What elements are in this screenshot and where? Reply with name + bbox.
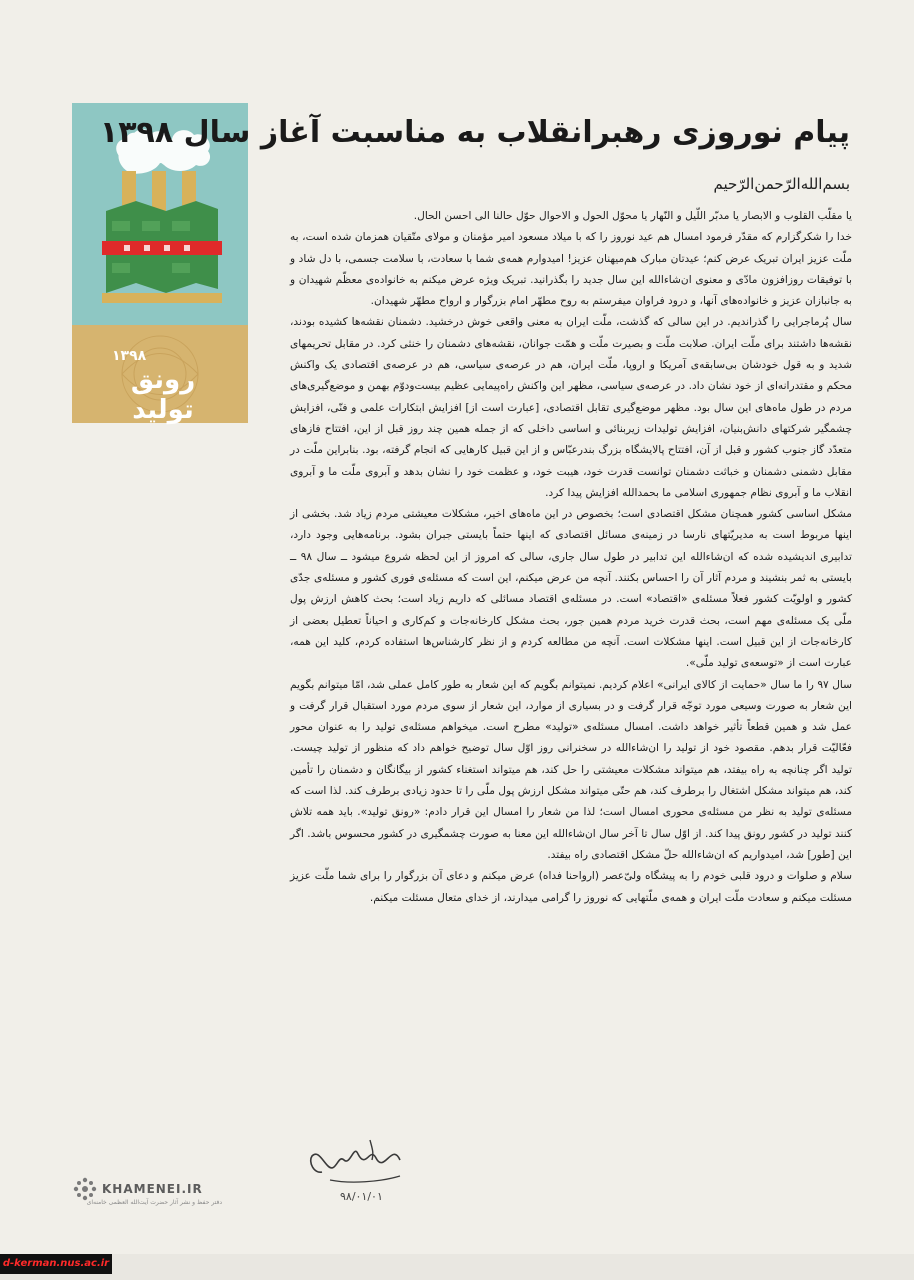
signature-date: ۹۸/۰۱/۰۱ [340,1190,383,1203]
bismillah: بسم‌الله‌الرّحمن‌الرّحیم [713,175,850,193]
signature [300,1130,410,1210]
signature-mark [300,1130,410,1190]
logo-subtitle: دفتر حفظ و نشر آثار حضرت آیت‌الله العظمی خامنه‌ای [86,1199,222,1206]
paragraph: یا مقلّب القلوب و الابصار یا مدبّر اللّیل و النّهار یا محوّل الحول و الاحوال حوّل حالنا الی احسن الحال. [413,210,852,222]
paragraph: خدا را شکرگزارم که مقدّر فرمود امسال هم عید نوروز را که با میلاد مسعود امیر مؤمنان و مولای متّقیان همزمان شده است، به ملّت عزیز ایران تبریک عرض کنم؛ عیدتان مبارک هم‌میهنان عزیز! امیدوارم همه‌ی شما با سعادت، با سلامت جسمی، با دل شاد و با توفیقات روزافزون مادّی و معنوی ان‌شاءالله این سال جدید را بگذرانید. تبریک ویژه عرض میکنم به خانواده‌ی معظّم شهیدان و به جانبازان عزیز و خانواده‌های آنها، و درود فراوان میفرستم به روح مطهّر امام بزرگوار و ارواح مطهّر شهیدان. [290,231,852,308]
paragraph: سال ۹۷ را ما سال «حمایت از کالای ایرانی» اعلام کردیم. نمیتوانم بگویم که این شعار به طور کامل عملی شد، امّا میتوانم بگویم این شعار به صورت وسیعی مورد توجّه قرار گرفت و در بسیاری از موارد، این شعار از سوی مردم مورد استقبال قرار گرفت و عمل شد و همین قطعاً تأثیر خواهد داشت. امسال مسئله‌ی «تولید» مطرح است. میخواهم مسئله‌ی تولید را به عنوان محور فعّالیّت قرار بدهم. مقصود خود از تولید را ان‌شاءالله در سخنرانی روز اوّل سال توضیح خواهم داد که منظور از تولید چیست. تولید اگر چنانچه به راه بیفتد، هم میتواند مشکلات معیشتی را حل کند، هم میتواند استغناء کشور از بیگانگان و دشمنان را تأمین کند، هم میتواند مشکل اشتغال را برطرف کند، هم حتّی میتواند مشکل ارزش پول ملّی را تا حدود زیادی برطرف کند. لذا است که مسئله‌ی تولید به نظر من مسئله‌ی محوری امسال است؛ لذا من شعار را امسال این قرار دادم: «رونق تولید». باید همه تلاش کنند تولید در کشور رونق پیدا کند. از اوّل سال تا آخر سال ان‌شاءالله این معنا به صورت چشمگیری در کشور محسوس باشد. اگر این [طور] شد، امیدواریم که ان‌شاءالله حلّ مشکل اقتصادی راه بیفتد. [290,678,852,861]
page-title: پیام نوروزی رهبرانقلاب به مناسبت آغاز سال ۱۳۹۸ [99,115,850,150]
poster-year: ۱۳۹۸ [112,348,147,364]
paragraph: سلام و صلوات و درود قلبی خودم را به پیشگاه ولیّ‌عصر (ارواحنا فداه) عرض میکنم و دعای آن بزرگوار را برای شما ملّت عزیز مسئلت میکنم و سعادت ملّت ایران و همه‌ی ملّتهایی که نوروز را گرامی میدارند، از خدای متعال مسئلت میکنم. [290,870,852,904]
logo-name: KHAMENEI.IR [102,1182,203,1196]
poster-slogan: رونق تولید [130,365,196,425]
footer-bar [0,1254,914,1280]
message-body [290,206,852,1150]
site-badge[interactable]: d-kerman.nus.ac.ir [0,1254,112,1274]
paragraph: مشکل اساسی کشور همچنان مشکل اقتصادی است؛ بخصوص در این ماه‌های اخیر، مشکلات معیشتی مردم زیاد شد. بخشی از اینها مربوط است به مدیریّتهای نارسا در زمینه‌ی مسائل اقتصادی که اینها حتماً بایستی جبران بشود. برنامه‌هایی وجود دارد، تدابیری اندیشیده شده که ان‌شاءالله این تدابیر در طول سال جاری، سالی که امروز از این لحظه شروع میشود ــ سال ۹۸ ــ بایستی به ثمر بنشیند و مردم آثار آن را احساس بکنند. آنچه من عرض میکنم، این است که مسئله‌ی فوری کشور و مسئله‌ی جدّی کشور و اولویّت کشور فعلاً مسئله‌ی «اقتصاد» است. در مسئله‌ی اقتصاد مسائلی که داریم زیاد است؛ بحث کاهش ارزش پول ملّی یک مسئله‌ی مهم است، بحث قدرت خرید مردم همین جور، بحث مشکل کارخانه‌جات و کم‌کاری و احیاناً تعطیل بعضی از کارخانه‌جات از این قبیل است. اینها مشکلات است. آنچه من مطالعه کردم و از نظر کارشناس‌ها استفاده کردم، کلید این همه، عبارت است از «توسعه‌ی تولید ملّی». [290,508,853,670]
paragraph: سال پُرماجرایی را گذراندیم. در این سالی که گذشت، ملّت ایران به معنی واقعی خوش درخشید. دشمنان نقشه‌ها کشیده بودند، نقشه‌ها داشتند برای ملّت ایران. صلابت ملّت و بصیرت ملّت و همّت جوانان، نقشه‌های دشمنان را خنثی کرد. در مقابل تحریمهای شدید و به قول خودشان بی‌سابقه‌ی آمریکا و اروپا، ملّت ایران، هم در عرصه‌ی سیاسی، هم در عرصه‌ی اقتصادی یک واکنش محکم و مقتدرانه‌ای از خود نشان داد. در عرصه‌ی سیاسی، مظهر این واکنش راه‌پیمایی عظیم بیست‌ودوّم بهمن و موضع‌گیری‌های مردم در طول ماه‌های این سال بود. مظهر موضع‌گیری تقابل اقتصادی، [عبارت است از] افزایش ابتکارات علمی و فنّی، افزایش چشمگیر شرکتهای دانش‌بنیان، افزایش تولیدات زیربنائی و اساسی داخلی که از جمله همین چند روز قبل از این، افتتاح فازهای متعدّد گاز جنوب کشور و قبل از آن، افتتاح پالایشگاه بزرگ بندرعبّاس و از این قبیل کارهایی که انجام گرفته، بود. بنابراین ملّت در مقابل دشمنی دشمنان و خباثت دشمنان توانست قدرت خود، هیبت خود، و عظمت خود را نشان بدهد و آبروی ملّت ما و آبروی انقلاب ما و آبروی نظام جمهوری اسلامی ما بحمدالله افزایش پیدا کرد. [290,316,852,499]
